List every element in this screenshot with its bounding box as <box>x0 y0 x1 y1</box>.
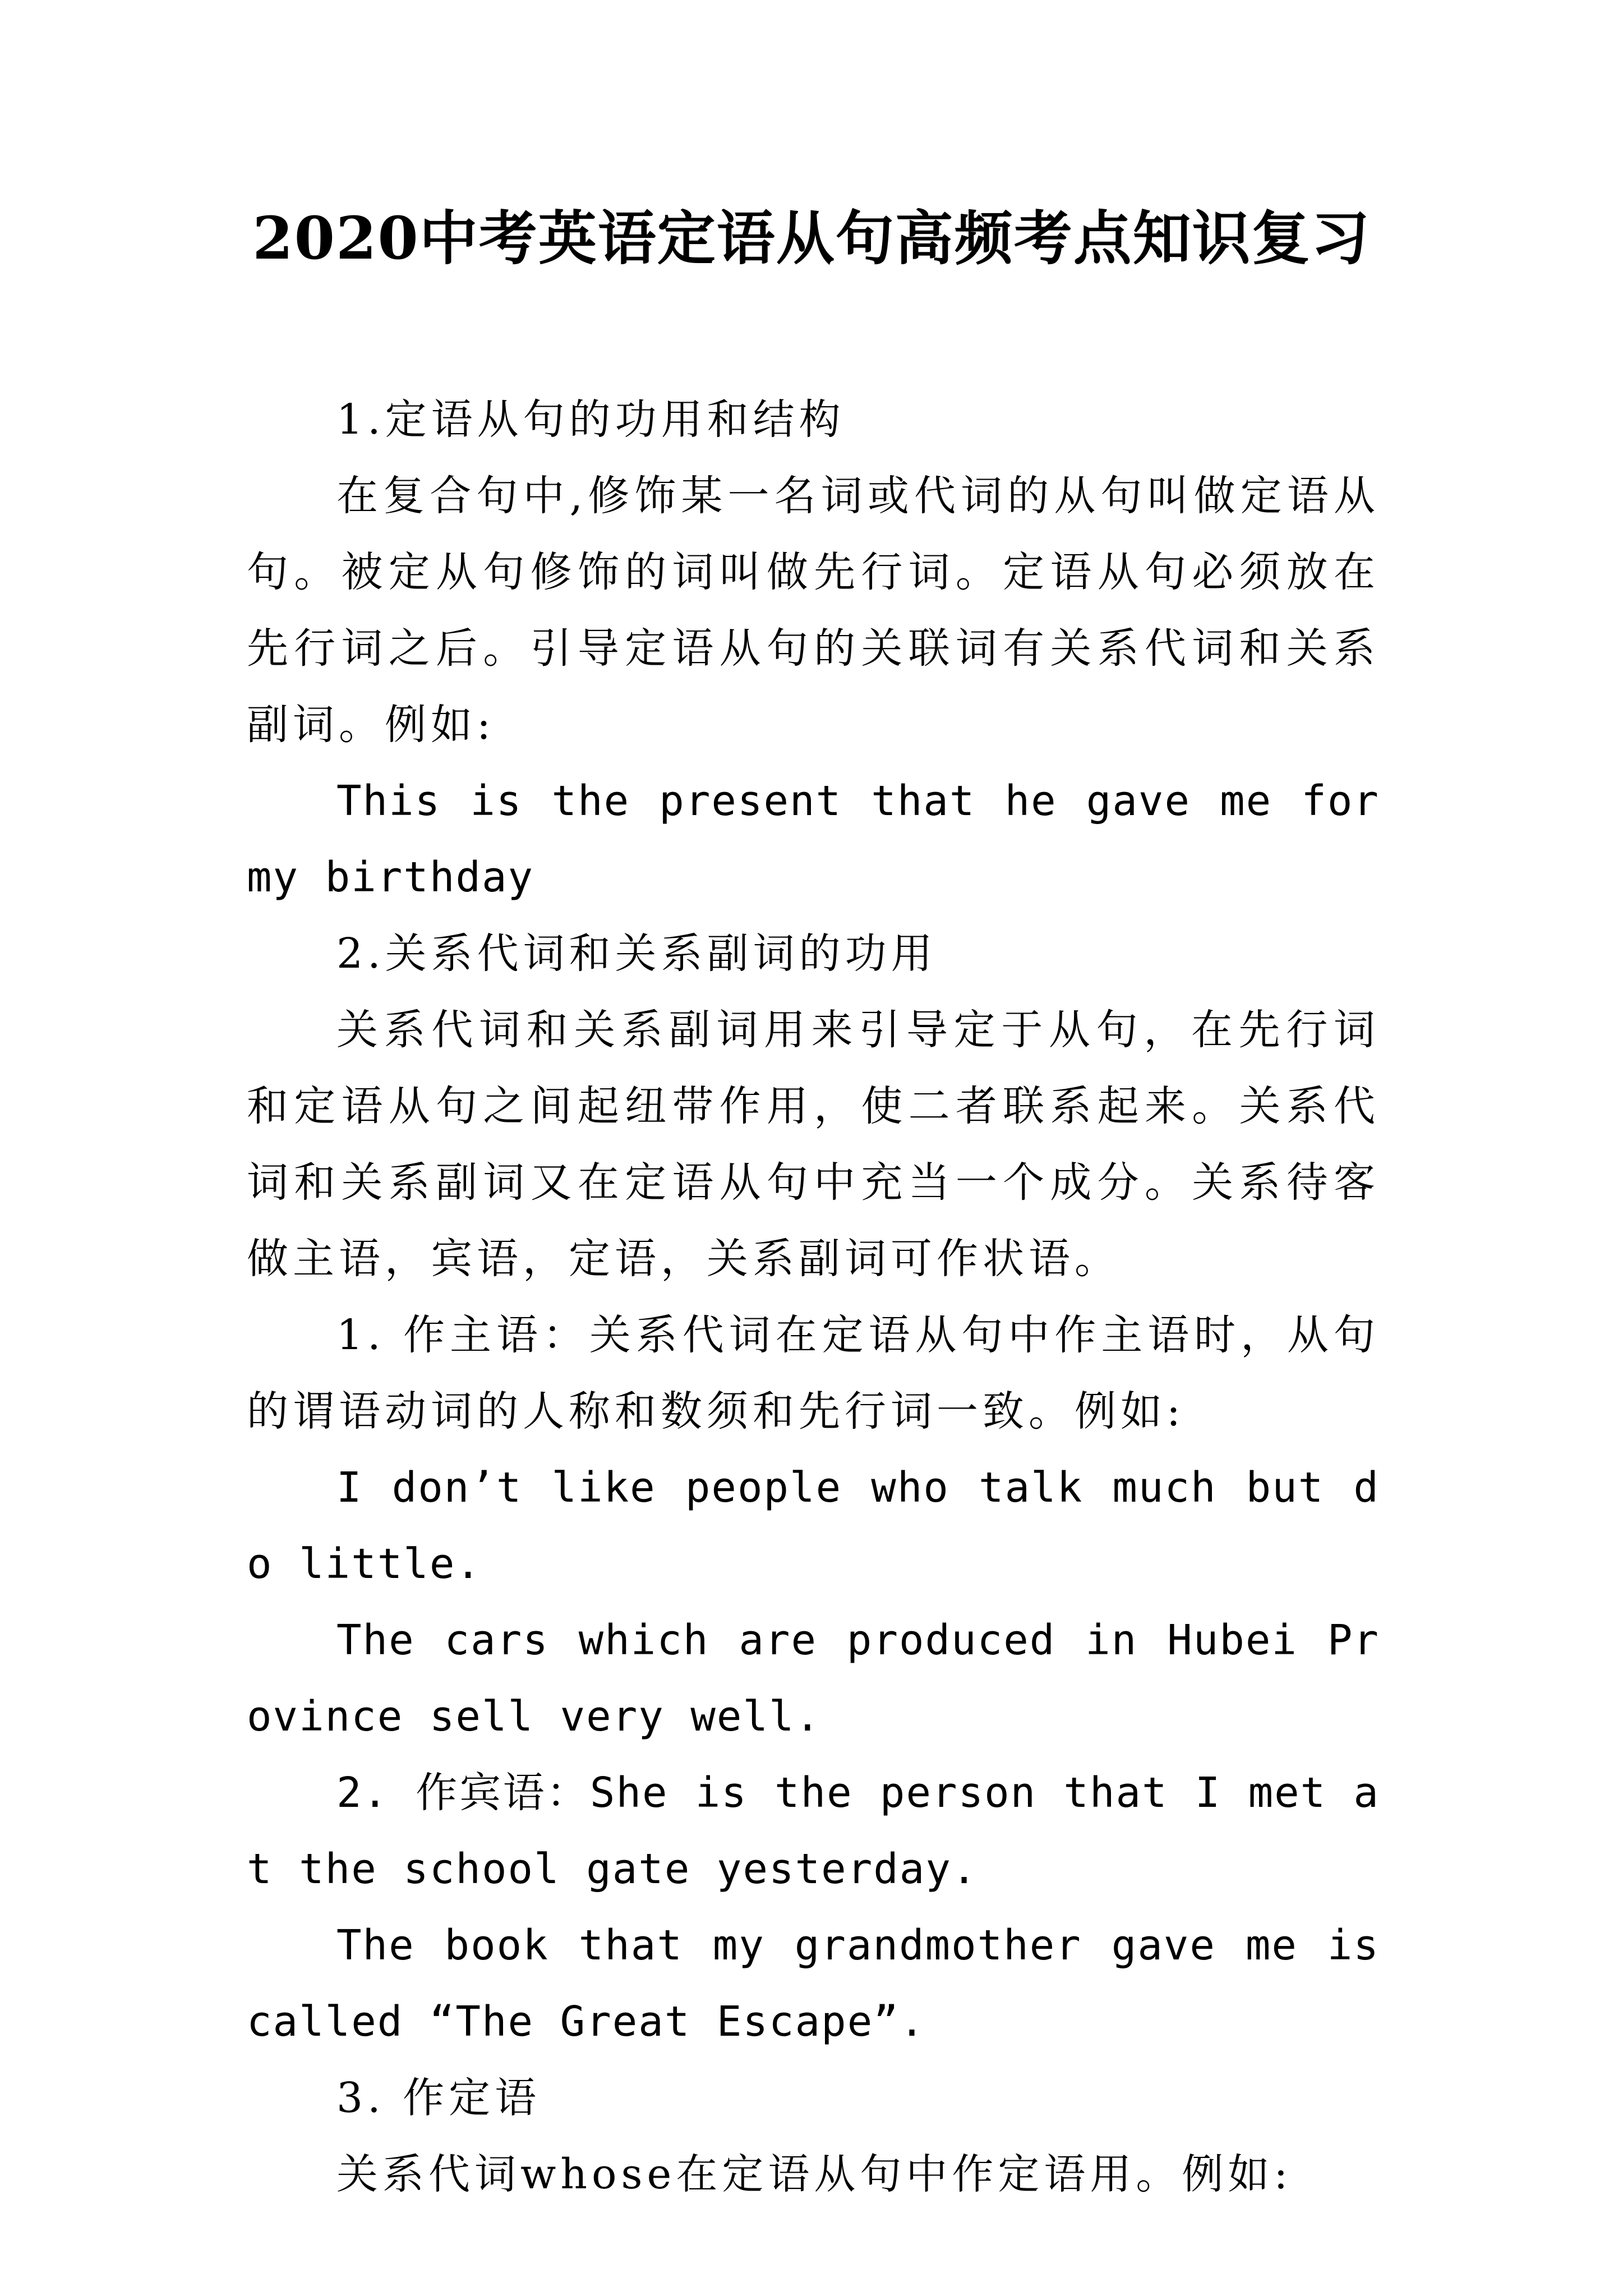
section-heading: 3. 作定语 <box>336 2074 541 2122</box>
example-sentence: I don’t like people who talk much but do little. <box>247 1464 1380 1588</box>
example-sentence: The book that my grandmother gave me is called “The Great Escape”. <box>247 1921 1380 2046</box>
paragraph: 1. 作主语：关系代词在定语从句中作主语时，从句的谓语动词的人称和数须和先行词一致。例如: <box>247 1311 1380 1435</box>
example-sentence: This is the present that he gave me for my birthday <box>247 777 1380 901</box>
document-body <box>247 381 1380 2212</box>
paragraph: 关系代词和关系副词用来引导定于从句，在先行词和定语从句之间起纽带作用，使二者联系起来。关系代词和关系副词又在定语从句中充当一个成分。关系待客做主语，宾语，定语，关系副词可作状语。 <box>247 1006 1380 1283</box>
example-sentence: The cars which are produced in Hubei Province sell very well. <box>247 1616 1380 1741</box>
section-heading: 1.定语从句的功用和结构 <box>336 395 845 444</box>
paragraph: 在复合句中,修饰某一名词或代词的从句叫做定语从句。被定从句修饰的词叫做先行词。定语从句必须放在先行词之后。引导定语从句的关联词有关系代词和关系副词。例如: <box>247 472 1380 749</box>
document-title: 2020中考英语定语从句高频考点知识复习 <box>252 204 1371 273</box>
section-heading: 2.关系代词和关系副词的功用 <box>336 930 937 978</box>
paragraph: 关系代词whose在定语从句中作定语用。例如: <box>336 2150 1293 2198</box>
paragraph: 2. 作宾语：She is the person that I met at the school gate yesterday. <box>247 1769 1380 1893</box>
